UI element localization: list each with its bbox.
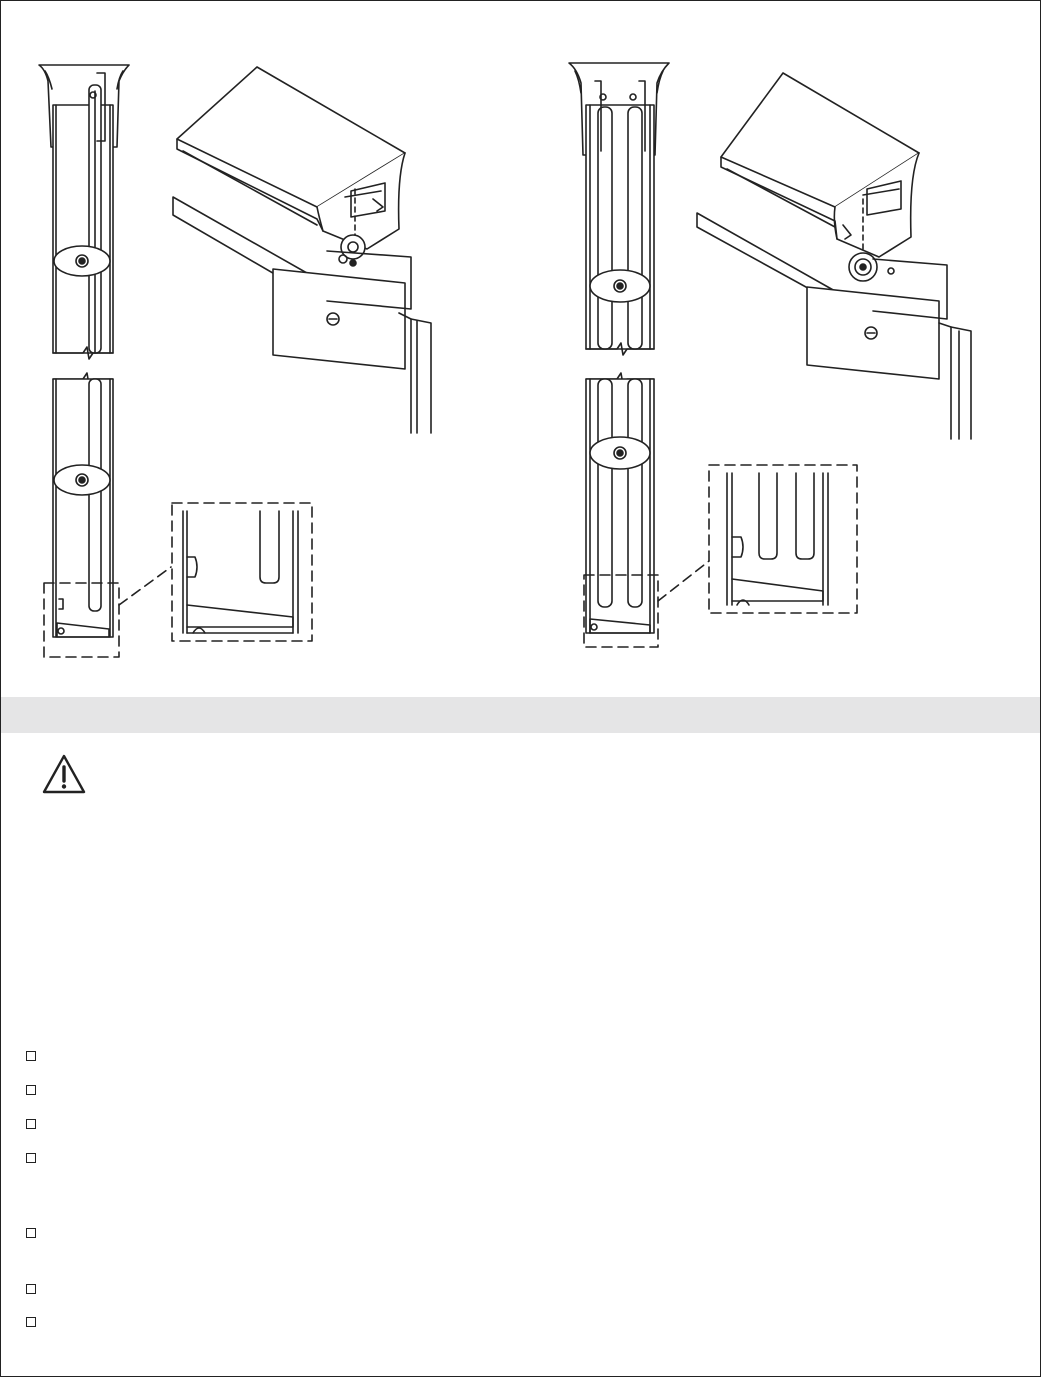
right-rail-side-view (569, 63, 669, 633)
empty-checkbox-icon (26, 1119, 36, 1129)
left-perspective-header (173, 67, 431, 433)
empty-checkbox-icon (26, 1228, 36, 1238)
right-perspective-header (697, 73, 971, 439)
empty-checkbox-icon (26, 1085, 36, 1095)
empty-checkbox-icon (26, 1051, 36, 1061)
installation-figures (1, 1, 1040, 691)
left-rail-side-view (39, 65, 129, 637)
section-band (1, 697, 1040, 733)
empty-checkbox-icon (26, 1284, 36, 1294)
empty-checkbox-icon (26, 1317, 36, 1327)
warning-triangle-icon (41, 753, 87, 795)
empty-checkbox-icon (26, 1153, 36, 1163)
